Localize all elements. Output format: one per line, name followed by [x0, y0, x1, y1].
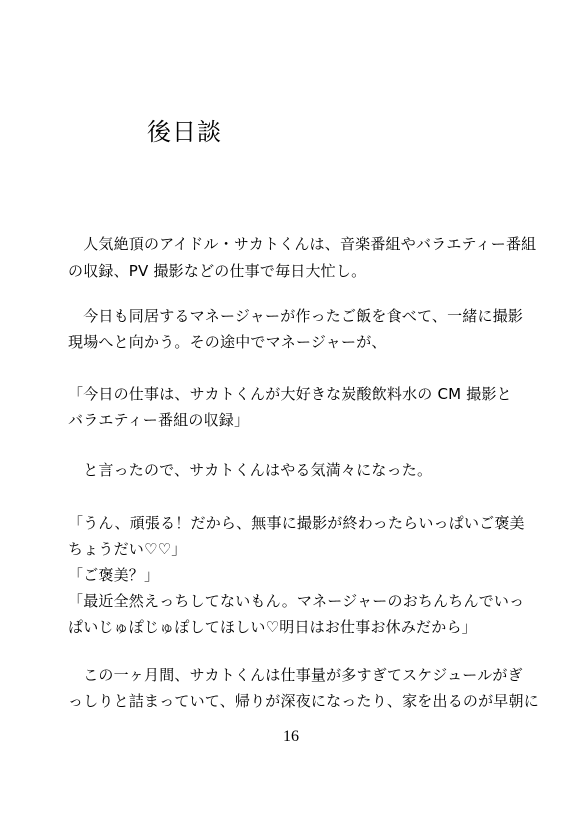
- body-line: っしりと詰まっていて、帰りが深夜になったり、家を出るのが早朝に: [68, 692, 539, 710]
- page-title: 後日談: [147, 118, 222, 146]
- body-line: バラエティー番組の収録」: [68, 411, 250, 429]
- body-line: 「今日の仕事は、サカトくんが大好きな炭酸飲料水の CM 撮影と: [68, 385, 512, 403]
- body-line: 今日も同居するマネージャーが作ったご飯を食べて、一緒に撮影: [68, 307, 524, 325]
- body-line: 「最近全然えっちしてないもん。マネージャーのおちんちんでいっ: [68, 592, 525, 610]
- body-line: 「うん、頑張る！だから、無事に撮影が終わったらいっぱいご褒美: [68, 514, 525, 532]
- page-number: 16: [283, 728, 299, 745]
- body-line: 人気絶頂のアイドル・サカトくんは、音楽番組やバラエティー番組: [68, 235, 537, 253]
- body-line: ぱいじゅぽじゅぽしてほしい♡明日はお仕事お休みだから」: [68, 618, 477, 636]
- body-line: 現場へと向かう。その途中でマネージャーが、: [68, 333, 387, 351]
- body-line: 「ご褒美？」: [68, 566, 160, 584]
- body-line: ちょうだい♡♡」: [68, 540, 187, 558]
- body-line: この一ヶ月間、サカトくんは仕事量が多すぎてスケジュールがぎ: [68, 666, 523, 684]
- body-line: と言ったので、サカトくんはやる気満々になった。: [68, 461, 433, 479]
- body-line: の収録、PV 撮影などの仕事で毎日大忙し。: [68, 262, 367, 280]
